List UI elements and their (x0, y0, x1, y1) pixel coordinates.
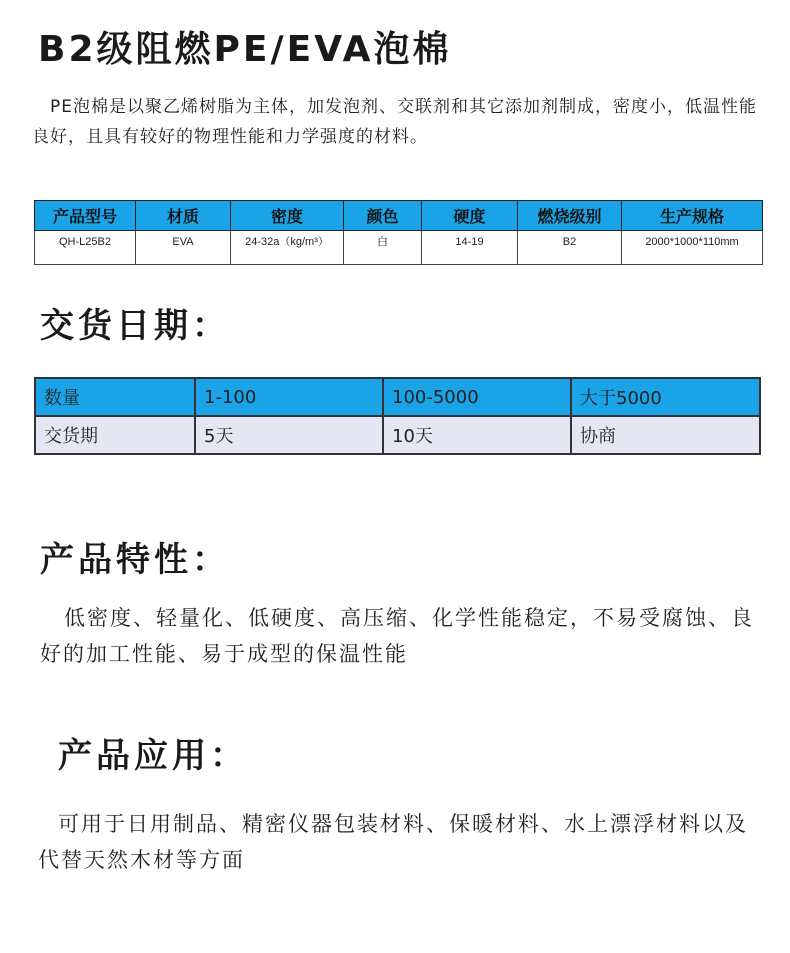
delivery-heading: 交货日期： (40, 306, 230, 346)
delivery-cell: 大于5000 (571, 378, 760, 416)
intro-paragraph: PE泡棉是以聚乙烯树脂为主体，加发泡剂、交联剂和其它添加剂制成，密度小，低温性能良好，且具有较好的物理性能和力学强度的材料。 (32, 97, 757, 147)
spec-cell-hardness: 14-19 (422, 231, 518, 265)
delivery-cell: 数量 (35, 378, 195, 416)
spec-cell-material: EVA (136, 231, 231, 265)
spec-header-color: 颜色 (344, 201, 422, 231)
delivery-cell: 协商 (571, 416, 760, 454)
delivery-cell: 5天 (195, 416, 383, 454)
spec-cell-fire-rating: B2 (518, 231, 622, 265)
delivery-table (34, 377, 761, 455)
delivery-cell: 1-100 (195, 378, 383, 416)
spec-header-density: 密度 (231, 201, 344, 231)
spec-cell-density: 24-32a（kg/m³） (231, 231, 344, 265)
delivery-cell: 10天 (383, 416, 571, 454)
spec-header-material: 材质 (136, 201, 231, 231)
applications-paragraph: 可用于日用制品、精密仪器包装材料、保暖材料、水上漂浮材料以及代替天然木材等方面 (38, 812, 748, 872)
features-paragraph: 低密度、轻量化、低硬度、高压缩、化学性能稳定，不易受腐蚀、良好的加工性能、易于成型的保温性能 (40, 606, 754, 666)
table-row (35, 231, 763, 265)
spec-header-fire-rating: 燃烧级别 (518, 201, 622, 231)
table-row (35, 378, 760, 416)
features-heading: 产品特性： (40, 540, 230, 580)
page-title: B2级阻燃PE/EVA泡棉 (38, 29, 452, 70)
spec-cell-model: QH-L25B2 (35, 231, 136, 265)
spec-header-model: 产品型号 (35, 201, 136, 231)
spec-table (34, 200, 763, 265)
spec-header-dimensions: 生产规格 (622, 201, 763, 231)
spec-header-row (35, 201, 763, 231)
spec-header-hardness: 硬度 (422, 201, 518, 231)
spec-cell-dimensions: 2000*1000*110mm (622, 231, 763, 265)
table-row (35, 416, 760, 454)
delivery-cell: 交货期 (35, 416, 195, 454)
applications-heading: 产品应用： (58, 736, 248, 776)
delivery-cell: 100-5000 (383, 378, 571, 416)
spec-cell-color: 白 (344, 231, 422, 265)
